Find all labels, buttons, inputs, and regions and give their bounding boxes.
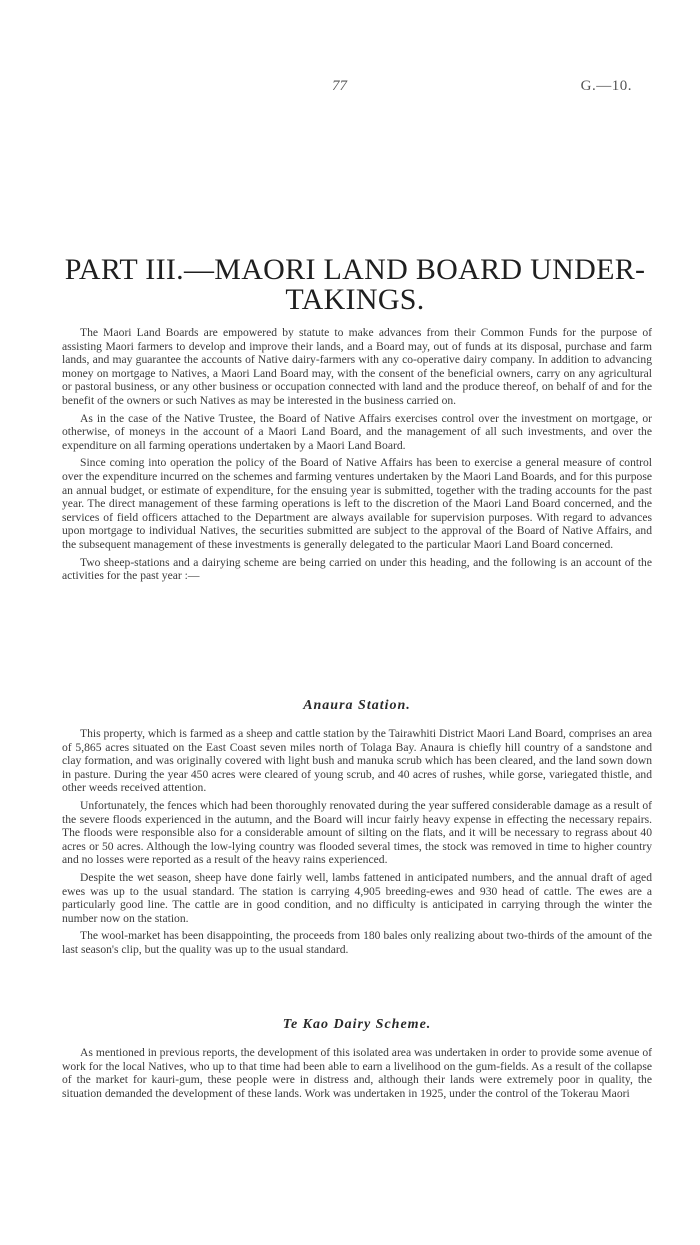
anaura-paragraph: Unfortunately, the fences which had been thoroughly renovated during the year suffered considerable damage as a result of the severe floods experienced in the autumn, and the Board will incur fairly heavy expense in effecting the necessary repairs. The floods were responsible also for a considerable amount of silting on the flats, and it will be necessary to regrass about 40 acres or 50 acres. Although the low-lying country was flooded several times, the stock was removed in time to higher country and no losses were reported as a result of the heavy rains experienced.	[62, 798, 652, 867]
tekao-section	[62, 1046, 652, 1104]
tekao-heading: Te Kao Dairy Scheme.	[282, 1017, 432, 1032]
page-header	[0, 78, 700, 98]
intro-paragraph: The Maori Land Boards are empowered by statute to make advances from their Common Funds for the purpose of assisting Maori farmers to develop and improve their lands, and a Board may, out of funds at its disposal, purchase and farm lands, and may guarantee the accounts of Native dairy-farmers with any co-operative dairy company. In addition to advancing money on mortgage to Natives, a Maori Land Board may, with the consent of the beneficial owners, carry on any agricultural or pastoral business, or any other business or occupation connected with land and the produce thereof, on behalf of and for the benefit of the owners or such Natives as may be interested in the business carried on.	[62, 326, 652, 407]
intro-paragraph: Two sheep-stations and a dairying scheme are being carried on under this heading, and the following is an account of the activities for the past year :—	[62, 555, 652, 583]
anaura-paragraph: Despite the wet season, sheep have done fairly well, lambs fattened in anticipated numbers, and the annual draft of aged ewes was up to the usual standard. The station is carrying 4,905 breeding-ewes and 930 head of cattle. The ewes are a particularly good line. The cattle are in good condition, and no difficulty is anticipated in carrying through the winter the number now on the station.	[62, 870, 652, 925]
part-title: PART III.—MAORI LAND BOARD UNDER-TAKINGS.	[64, 253, 646, 316]
intro-section	[62, 326, 652, 587]
document-reference: G.—10.	[580, 78, 632, 94]
intro-paragraph: Since coming into operation the policy of the Board of Native Affairs has been to exercise a general measure of control over the expenditure incurred on the schemes and farming ventures undertaken by the Maori Land Boards, and for this purpose an annual budget, or estimate of expenditure, for the ensuing year is submitted, together with the trading accounts for the past year. The direct management of these farming operations is left to the discretion of the Maori Land Board concerned, and the services of field officers attached to the Department are always available for supervision purposes. With regard to advances upon mortgage to individual Natives, the securities submitted are subject to the approval of the Board of Native Affairs, and the subsequent management of these investments is generally delegated to the particular Maori Land Board concerned.	[62, 456, 652, 551]
anaura-paragraph: The wool-market has been disappointing, the proceeds from 180 bales only realizing about two-thirds of the amount of the last season's clip, but the quality was up to the usual standard.	[62, 929, 652, 956]
anaura-section	[62, 727, 652, 961]
anaura-paragraph: This property, which is farmed as a sheep and cattle station by the Tairawhiti District Maori Land Board, comprises an area of 5,865 acres situated on the East Coast seven miles north of Tolaga Bay. Anaura is chiefly hill country of a sandstone and clay formation, and was originally covered with light bush and manuka scrub which has been cleared, and the land sown down in pasture. During the year 450 acres were cleared of young scrub, and 40 acres of rushes, while gorse, variegated thistle, and other weeds received attention.	[62, 727, 652, 795]
intro-paragraph: As in the case of the Native Trustee, the Board of Native Affairs exercises control over the investment on mortgage, or otherwise, of moneys in the account of a Maori Land Board, and the management of all such investments, and over the expenditure on all farming operations undertaken by a Maori Land Board.	[62, 411, 652, 452]
page-number: 77	[332, 78, 347, 94]
tekao-paragraph: As mentioned in previous reports, the development of this isolated area was undertaken in order to provide some avenue of work for the local Natives, who up to that time had been able to earn a livelihood on the gum-fields. As a result of the collapse of the market for kauri-gum, these people were in distress and, although their lands were extremely poor in quality, the situation demanded the development of these lands. Work was undertaken in 1925, under the control of the Tokerau Maori	[62, 1046, 652, 1100]
anaura-heading: Anaura Station.	[303, 698, 411, 713]
